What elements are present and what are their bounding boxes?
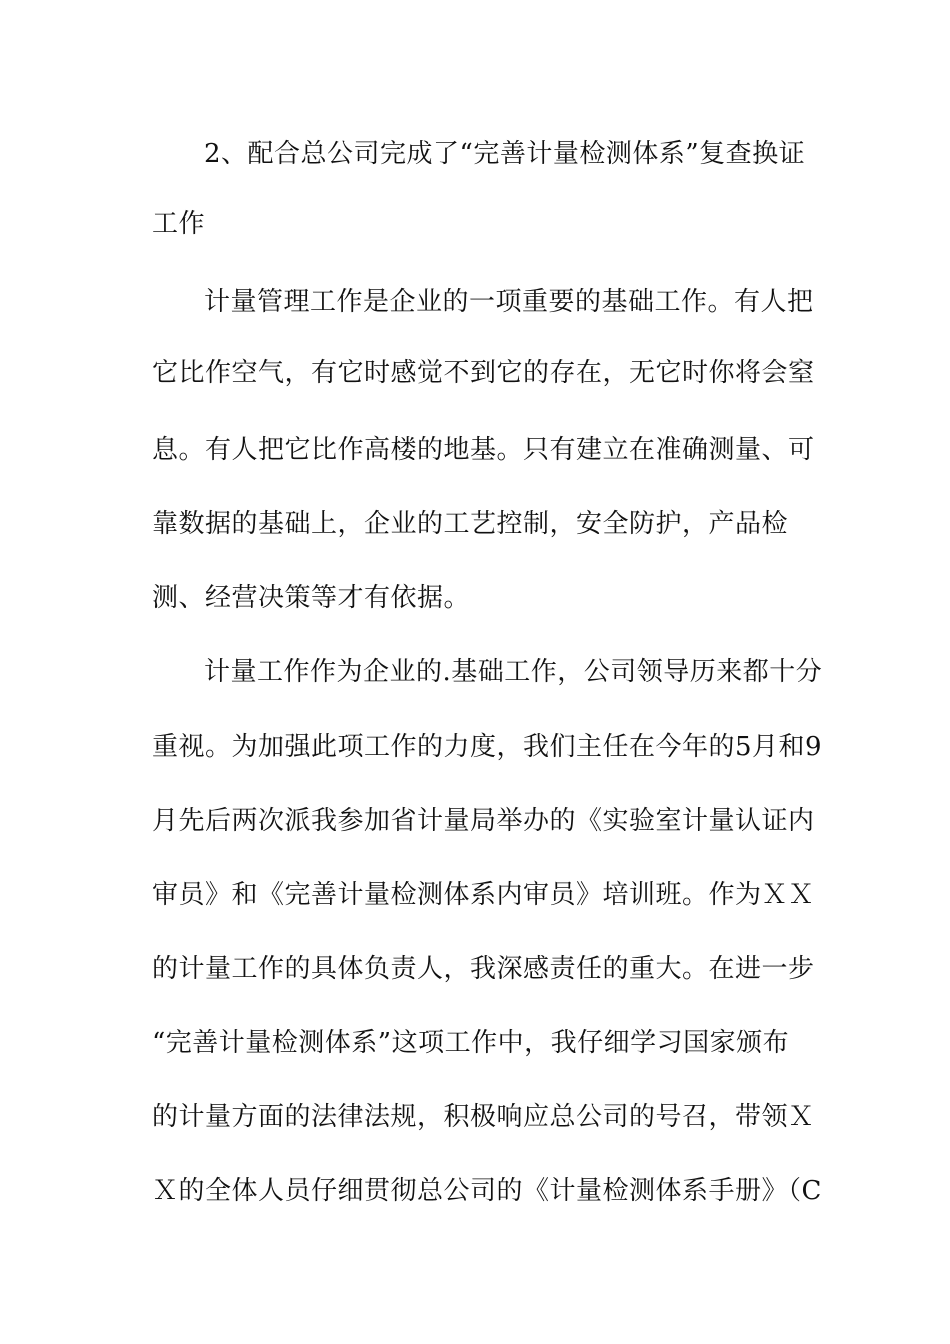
paragraph-2-line-3: 月先后两次派我参加省计量局举办的《实验室计量认证内 [152,806,815,836]
paragraph-2-line-6: “完善计量检测体系”这项工作中，我仔细学习国家颁布 [152,1028,790,1058]
paragraph-1-line-3: 息。有人把它比作高楼的地基。只有建立在准确测量、可 [152,435,815,465]
paragraph-1-line-1: 计量管理工作是企业的一项重要的基础工作。有人把 [204,287,814,317]
paragraph-2-line-7: 的计量方面的法律法规，积极响应总公司的号召，带领Ｘ [152,1102,815,1132]
paragraph-2-line-5: 的计量工作的具体负责人，我深感责任的重大。在进一步 [152,954,815,984]
paragraph-2-line-2: 重视。为加强此项工作的力度，我们主任在今年的5月和9 [152,732,823,762]
heading-line-2: 工作 [152,209,206,239]
paragraph-1-line-5: 测、经营决策等才有依据。 [152,583,471,613]
paragraph-2-line-1: 计量工作作为企业的.基础工作，公司领导历来都十分 [204,657,823,687]
paragraph-2-line-4: 审员》和《完善计量检测体系内审员》培训班。作为ＸＸ [152,880,815,910]
heading-line-1: 2、配合总公司完成了“完善计量检测体系”复查换证 [204,139,806,169]
paragraph-1-line-4: 靠数据的基础上，企业的工艺控制，安全防护，产品检 [152,509,789,539]
paragraph-2-line-8: Ｘ的全体人员仔细贯彻总公司的《计量检测体系手册》（C [152,1176,822,1206]
paragraph-1-line-2: 它比作空气，有它时感觉不到它的存在，无它时你将会窒 [152,358,815,388]
